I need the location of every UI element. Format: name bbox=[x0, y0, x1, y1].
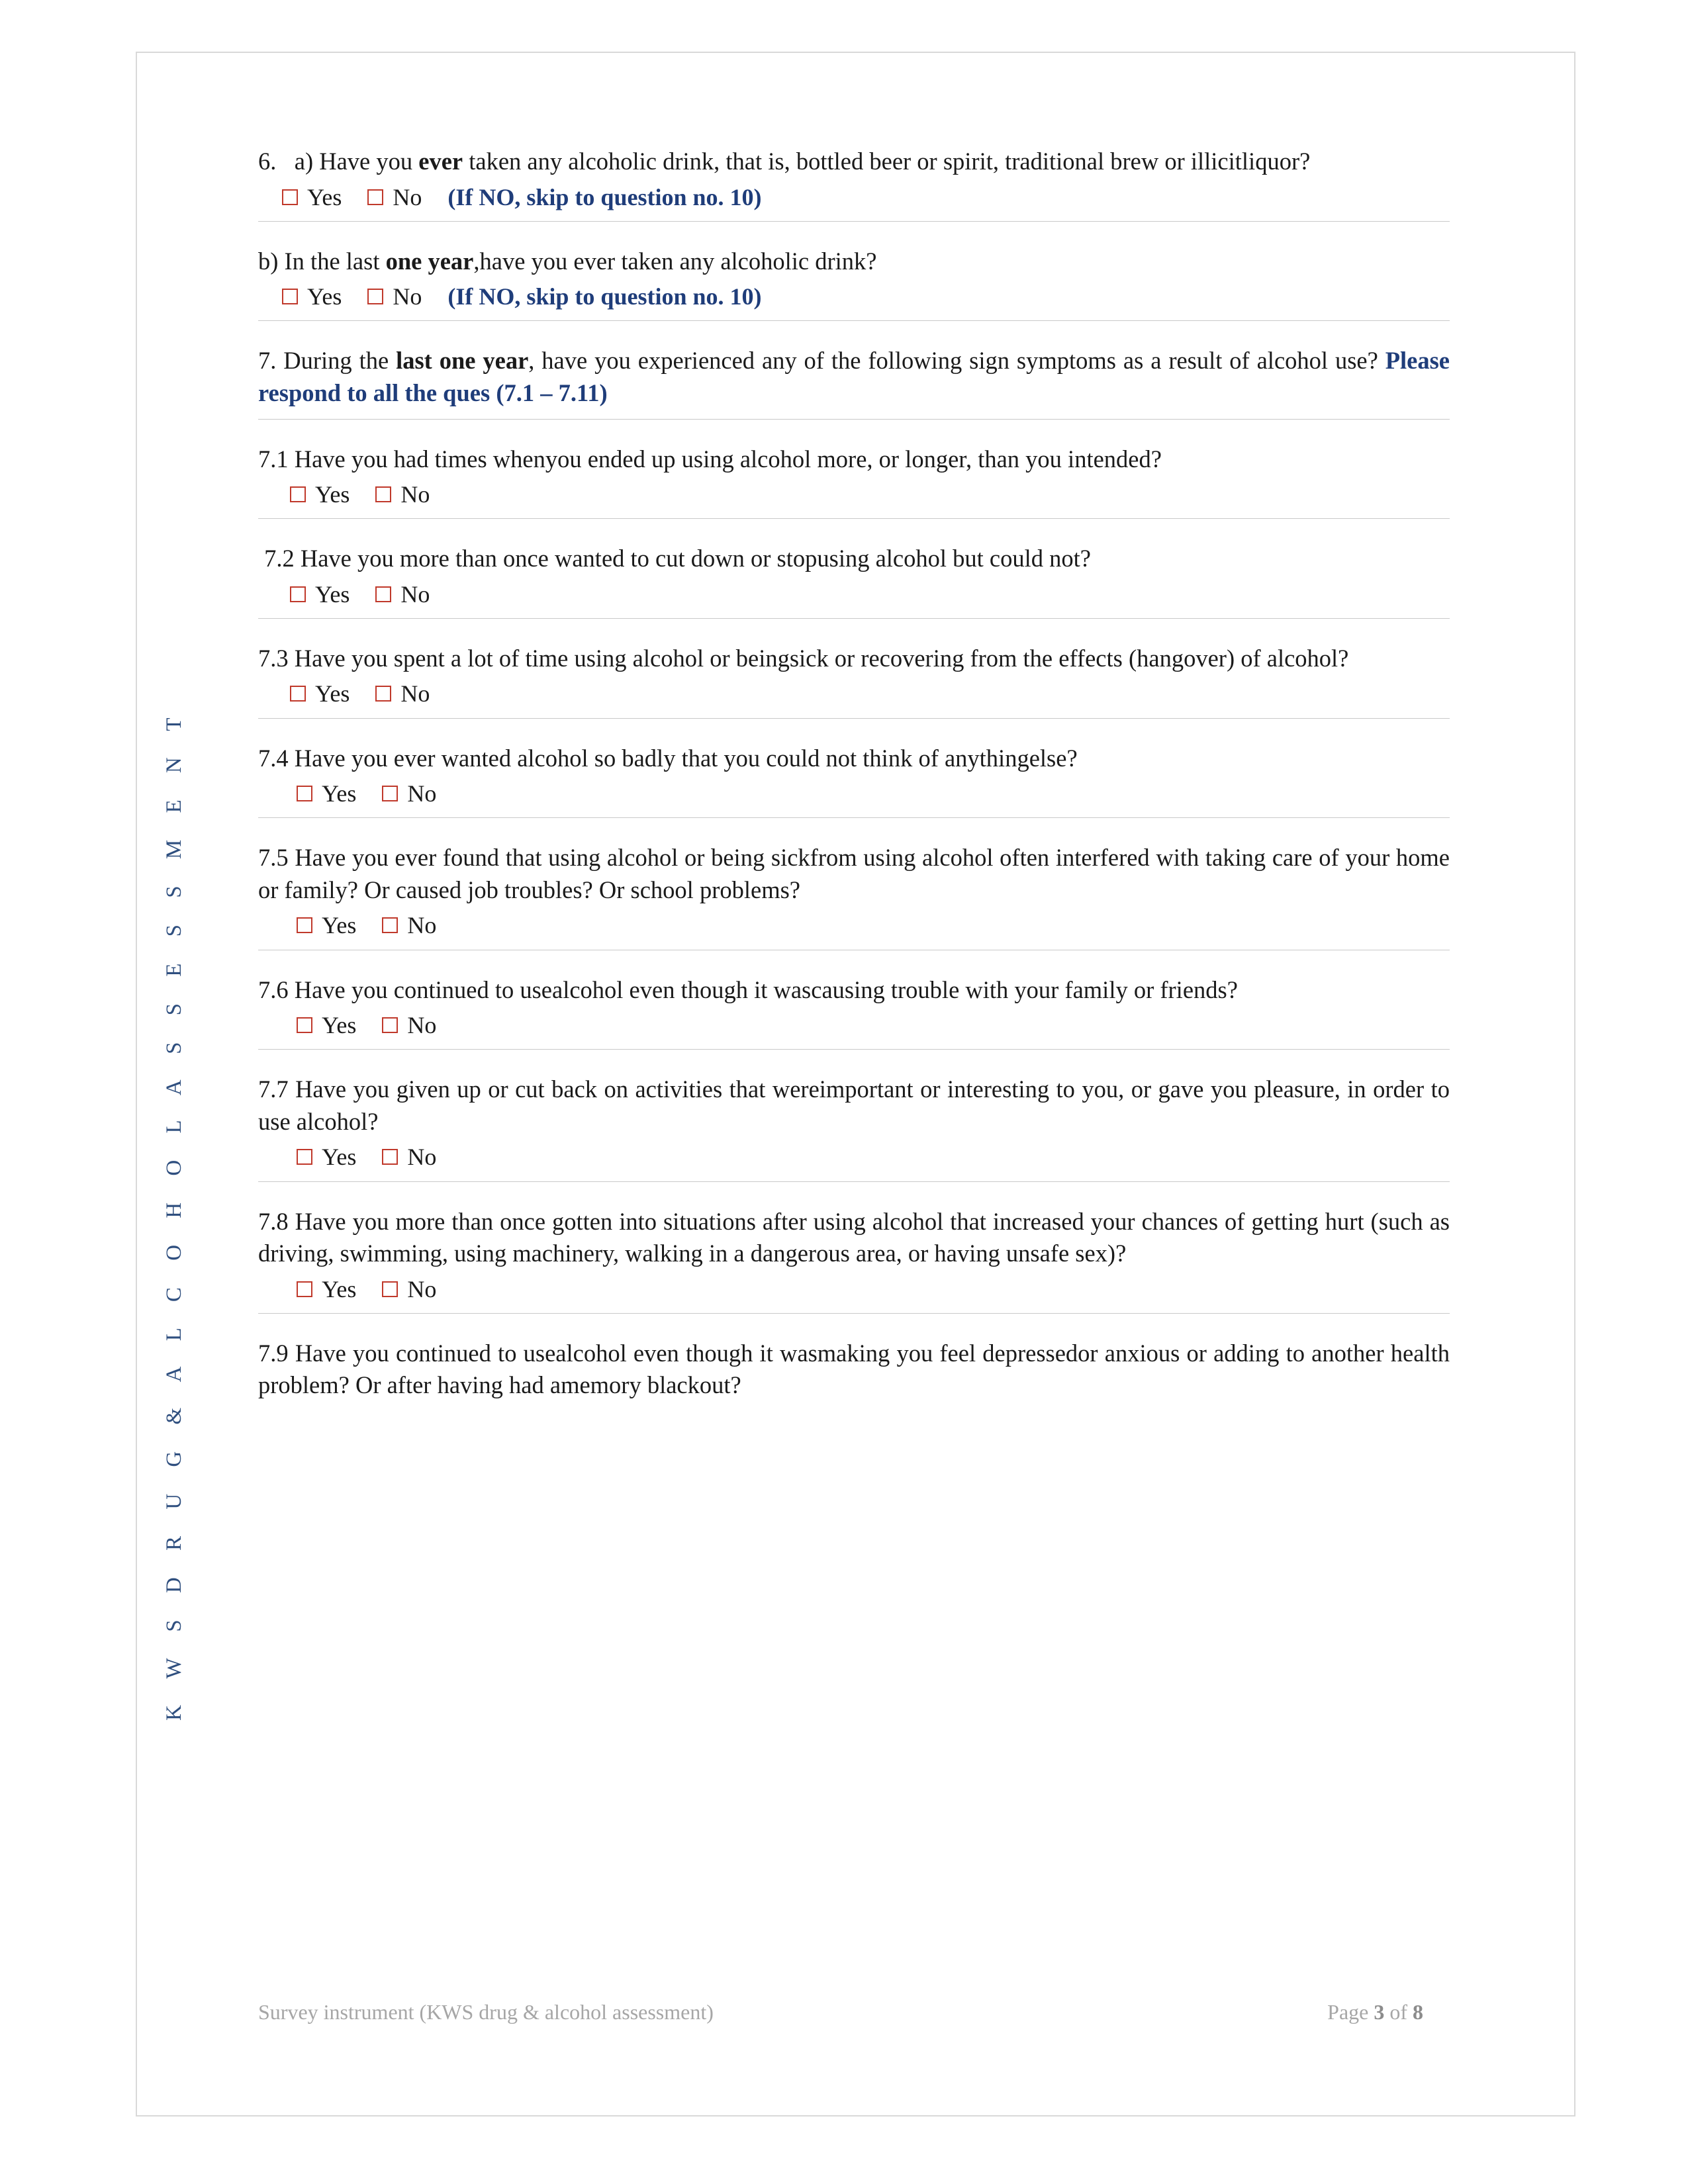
question-7-1-number: 7.1 bbox=[258, 445, 289, 473]
question-7-5-option-no[interactable] bbox=[382, 911, 436, 940]
question-7-2-option-yes[interactable] bbox=[290, 580, 350, 609]
question-7-text bbox=[258, 345, 1450, 409]
question-7-7-text bbox=[258, 1073, 1450, 1138]
question-7-3-option-yes[interactable] bbox=[290, 680, 350, 708]
spacer bbox=[258, 222, 1450, 246]
question-block-7-6 bbox=[258, 974, 1450, 1050]
option-label-yes: Yes bbox=[315, 481, 350, 508]
option-label-no: No bbox=[400, 580, 430, 608]
sidebar-vertical-title bbox=[0, 0, 186, 2184]
question-6a-bold: ever bbox=[418, 148, 463, 175]
option-label-yes: Yes bbox=[322, 1144, 357, 1171]
question-block-7-3 bbox=[258, 643, 1450, 719]
question-7-4-text bbox=[258, 743, 1450, 775]
question-block-7-4 bbox=[258, 743, 1450, 819]
option-label-yes: Yes bbox=[322, 912, 357, 939]
spacer bbox=[258, 818, 1450, 842]
question-7-1-text bbox=[258, 443, 1450, 476]
option-label-no: No bbox=[400, 481, 430, 508]
checkbox-icon[interactable] bbox=[297, 1149, 312, 1165]
question-block-7-2 bbox=[258, 543, 1450, 619]
question-7-3-option-no[interactable] bbox=[375, 680, 430, 708]
question-7-4-option-yes[interactable] bbox=[297, 780, 356, 808]
checkbox-icon[interactable] bbox=[290, 586, 306, 602]
question-7-text-part2: , have you experienced any of the following sign symptoms as a result of alcohol use? bbox=[528, 347, 1385, 375]
question-7-7-answers bbox=[258, 1143, 1450, 1171]
question-7-8-answers bbox=[258, 1275, 1450, 1304]
question-7-7-body: Have you given up or cut back on activities that wereimportant or interesting to you, or gave you pleasure, in order to use alcohol? bbox=[258, 1075, 1450, 1135]
question-7-8-text bbox=[258, 1206, 1450, 1270]
option-label-no: No bbox=[393, 183, 422, 210]
checkbox-icon[interactable] bbox=[367, 189, 383, 205]
question-6a-skip-note: (If NO, skip to question no. 10) bbox=[447, 183, 762, 210]
question-7-9-text bbox=[258, 1338, 1450, 1402]
footer-page-number bbox=[1327, 2000, 1423, 2025]
question-block-7 bbox=[258, 345, 1450, 419]
question-7-5-text bbox=[258, 842, 1450, 906]
checkbox-icon[interactable] bbox=[382, 1281, 398, 1297]
question-7-2-text bbox=[258, 543, 1450, 575]
question-6b-skip-note: (If NO, skip to question no. 10) bbox=[447, 283, 762, 310]
question-7-7-option-no[interactable] bbox=[382, 1143, 436, 1171]
question-6a-letter: a) bbox=[294, 148, 314, 175]
sidebar-vertical-title-text: K W S D R U G & A L C O H O L A S S E S S M E N T bbox=[162, 707, 186, 1721]
question-7-2-number: 7.2 bbox=[264, 545, 295, 572]
question-7-5-option-yes[interactable] bbox=[297, 911, 356, 940]
checkbox-icon[interactable] bbox=[290, 686, 306, 702]
option-label-no: No bbox=[393, 283, 422, 310]
footer-page-total: 8 bbox=[1413, 2000, 1423, 2024]
question-7-respond-note: Please respond to all the ques (7.1 – 7.11) bbox=[258, 347, 1450, 406]
question-7-6-option-yes[interactable] bbox=[297, 1011, 356, 1040]
footer-page-label: Page bbox=[1327, 2000, 1369, 2024]
question-7-3-number: 7.3 bbox=[258, 644, 289, 672]
spacer bbox=[258, 519, 1450, 543]
footer-page-of: of bbox=[1389, 2000, 1407, 2024]
question-7-3-answers bbox=[258, 680, 1450, 708]
spacer bbox=[258, 719, 1450, 743]
footer-instrument-label: Survey instrument (KWS drug & alcohol assessment) bbox=[258, 2000, 714, 2024]
option-label-no: No bbox=[407, 1144, 437, 1171]
question-7-number: 7. bbox=[258, 347, 277, 375]
question-7-8-body: Have you more than once gotten into situations after using alcohol that increased your chances of getting hurt (such as driving, swimming, using machinery, walking in a dangerous area, or having unsafe sex)? bbox=[258, 1207, 1450, 1267]
question-6a-text bbox=[258, 146, 1450, 178]
spacer bbox=[258, 420, 1450, 443]
question-7-6-answers bbox=[258, 1011, 1450, 1040]
question-7-5-body: Have you ever found that using alcohol or being sickfrom using alcohol often interfered with taking care of your home or family? Or caused job troubles? Or school problems? bbox=[258, 844, 1450, 903]
option-label-yes: Yes bbox=[322, 1275, 357, 1302]
question-7-6-number: 7.6 bbox=[258, 976, 289, 1003]
question-6a-text-part1: Have you bbox=[319, 148, 419, 175]
question-block-7-5 bbox=[258, 842, 1450, 950]
question-7-2-answers bbox=[258, 580, 1450, 609]
checkbox-icon[interactable] bbox=[297, 1017, 312, 1033]
question-block-6a bbox=[258, 146, 1450, 222]
checkbox-icon[interactable] bbox=[297, 1281, 312, 1297]
checkbox-icon[interactable] bbox=[282, 289, 298, 304]
option-label-no: No bbox=[407, 1275, 437, 1302]
question-7-4-body: Have you ever wanted alcohol so badly that you could not think of anythingelse? bbox=[294, 744, 1078, 772]
question-7-5-number: 7.5 bbox=[258, 844, 289, 872]
spacer bbox=[258, 1182, 1450, 1206]
question-7-4-answers bbox=[258, 780, 1450, 808]
option-label-yes: Yes bbox=[322, 780, 357, 807]
question-6a-text-part2: taken any alcoholic drink, that is, bottled beer or spirit, traditional brew or illicitliquor? bbox=[463, 148, 1311, 175]
question-7-text-part1: During the bbox=[283, 347, 397, 375]
question-7-6-body: Have you continued to usealcohol even though it wascausing trouble with your family or friends? bbox=[294, 976, 1238, 1003]
spacer bbox=[258, 321, 1450, 345]
checkbox-icon[interactable] bbox=[382, 786, 398, 801]
question-6b-option-no[interactable] bbox=[367, 283, 422, 311]
spacer bbox=[258, 1050, 1450, 1073]
question-6a-answers bbox=[258, 183, 1450, 212]
question-7-2-body: Have you more than once wanted to cut down or stopusing alcohol but could not? bbox=[300, 545, 1091, 572]
question-7-1-option-yes[interactable] bbox=[290, 480, 350, 509]
question-7-8-number: 7.8 bbox=[258, 1207, 289, 1235]
question-7-bold: last one year bbox=[396, 347, 529, 375]
checkbox-icon[interactable] bbox=[382, 1017, 398, 1033]
question-7-8-option-yes[interactable] bbox=[297, 1275, 356, 1304]
checkbox-icon[interactable] bbox=[367, 289, 383, 304]
question-6b-text bbox=[258, 246, 1450, 278]
questionnaire-body bbox=[258, 146, 1450, 1411]
question-7-6-option-no[interactable] bbox=[382, 1011, 436, 1040]
option-label-yes: Yes bbox=[322, 1012, 357, 1039]
checkbox-icon[interactable] bbox=[375, 686, 391, 702]
option-label-yes: Yes bbox=[307, 183, 342, 210]
question-7-1-option-no[interactable] bbox=[375, 480, 430, 509]
question-block-7-8 bbox=[258, 1206, 1450, 1314]
checkbox-icon[interactable] bbox=[297, 917, 312, 933]
checkbox-icon[interactable] bbox=[290, 486, 306, 502]
question-6b-text-part1: In the last bbox=[284, 247, 386, 275]
footer-page-current: 3 bbox=[1374, 2000, 1385, 2024]
question-6b-answers bbox=[258, 283, 1450, 311]
question-7-3-body: Have you spent a lot of time using alcohol or beingsick or recovering from the effects (hangover) of alcohol? bbox=[294, 644, 1349, 672]
spacer bbox=[258, 1314, 1450, 1338]
question-7-4-option-no[interactable] bbox=[382, 780, 436, 808]
spacer bbox=[258, 950, 1450, 974]
checkbox-icon[interactable] bbox=[375, 486, 391, 502]
question-block-6b bbox=[258, 246, 1450, 322]
question-7-9-number: 7.9 bbox=[258, 1339, 289, 1367]
question-7-7-option-yes[interactable] bbox=[297, 1143, 356, 1171]
option-label-yes: Yes bbox=[315, 580, 350, 608]
spacer bbox=[258, 619, 1450, 643]
question-6a-option-yes[interactable] bbox=[282, 183, 342, 212]
question-7-6-text bbox=[258, 974, 1450, 1007]
option-label-no: No bbox=[407, 1012, 437, 1039]
option-label-no: No bbox=[400, 680, 430, 707]
option-label-yes: Yes bbox=[307, 283, 342, 310]
page-footer bbox=[258, 2000, 1423, 2025]
option-label-no: No bbox=[407, 780, 437, 807]
question-7-7-number: 7.7 bbox=[258, 1075, 289, 1103]
question-6b-letter: b) bbox=[258, 247, 279, 275]
question-7-1-answers bbox=[258, 480, 1450, 509]
question-7-4-number: 7.4 bbox=[258, 744, 289, 772]
question-6a-number: 6. bbox=[258, 148, 277, 175]
checkbox-icon[interactable] bbox=[382, 1149, 398, 1165]
question-6b-option-yes[interactable] bbox=[282, 283, 342, 311]
checkbox-icon[interactable] bbox=[282, 189, 298, 205]
question-block-7-7 bbox=[258, 1073, 1450, 1181]
question-6b-bold: one year bbox=[385, 247, 474, 275]
question-6a-option-no[interactable] bbox=[367, 183, 422, 212]
question-7-1-body: Have you had times whenyou ended up using alcohol more, or longer, than you intended? bbox=[294, 445, 1162, 473]
question-7-2-option-no[interactable] bbox=[375, 580, 430, 609]
checkbox-icon[interactable] bbox=[297, 786, 312, 801]
question-7-3-text bbox=[258, 643, 1450, 675]
option-label-yes: Yes bbox=[315, 680, 350, 707]
checkbox-icon[interactable] bbox=[375, 586, 391, 602]
checkbox-icon[interactable] bbox=[382, 917, 398, 933]
question-block-7-1 bbox=[258, 443, 1450, 520]
question-7-9-body: Have you continued to usealcohol even though it wasmaking you feel depressedor anxious or adding to another health problem? Or after having had amemory blackout? bbox=[258, 1339, 1450, 1399]
question-6b-text-part2: ,have you ever taken any alcoholic drink? bbox=[473, 247, 877, 275]
question-7-5-answers bbox=[258, 911, 1450, 940]
option-label-no: No bbox=[407, 912, 437, 939]
question-block-7-9 bbox=[258, 1338, 1450, 1411]
question-7-8-option-no[interactable] bbox=[382, 1275, 436, 1304]
